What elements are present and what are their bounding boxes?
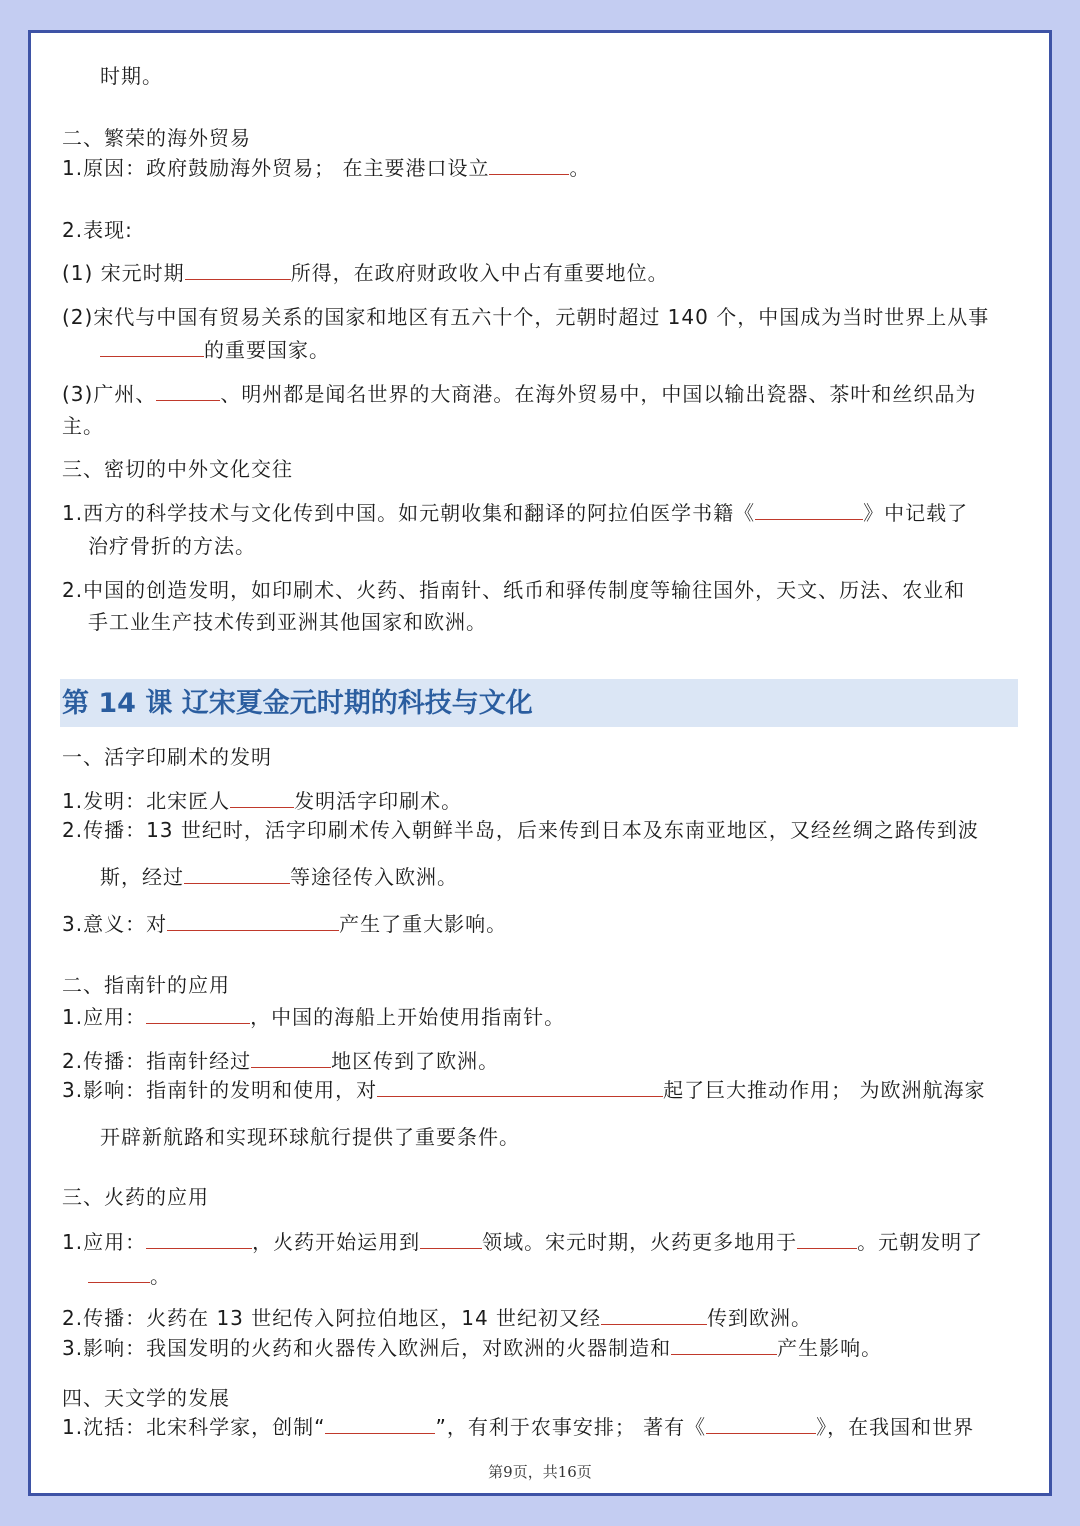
section-heading: 二、指南针的应用 (62, 973, 230, 997)
text-line: 2.传播：指南针经过 地区传到了欧洲。 (62, 1049, 500, 1073)
text-line: (3)广州、 、明州都是闻名世界的大商港。在海外贸易中，中国以输出瓷器、茶叶和丝织品为 (62, 382, 977, 406)
section-heading: 四、天文学的发展 (62, 1386, 230, 1410)
fill-blank[interactable] (420, 1228, 482, 1249)
text-line: 2.表现: (62, 218, 133, 242)
fill-blank[interactable] (100, 336, 204, 357)
fill-blank[interactable] (325, 1413, 435, 1434)
text-line: 的重要国家。 (100, 336, 330, 364)
text-line: 主。 (62, 414, 104, 438)
fill-blank[interactable] (797, 1228, 857, 1249)
text-line: 2.中国的创造发明，如印刷术、火药、指南针、纸币和驿传制度等输往国外，天文、历法、农业和 (62, 578, 966, 602)
fill-blank[interactable] (671, 1334, 777, 1355)
text-line: 手工业生产技术传到亚洲其他国家和欧洲。 (88, 610, 487, 634)
section-heading: 三、密切的中外文化交往 (62, 457, 293, 481)
text-line: 1.应用： ，中国的海船上开始使用指南针。 (62, 1005, 566, 1029)
text-line: 1.西方的科学技术与文化传到中国。如元朝收集和翻译的阿拉伯医学书籍《 》中记载了 (62, 501, 969, 525)
fill-blank[interactable] (377, 1076, 663, 1097)
fill-blank[interactable] (88, 1262, 150, 1283)
fill-blank[interactable] (489, 154, 569, 175)
text-line: 2.传播：13 世纪时，活字印刷术传入朝鲜半岛，后来传到日本及东南亚地区，又经丝绸之路传到波 (62, 818, 979, 842)
fill-blank[interactable] (185, 259, 291, 280)
fill-blank[interactable] (706, 1413, 816, 1434)
text-line: 3.影响：指南针的发明和使用，对 起了巨大推动作用； 为欧洲航海家 (62, 1078, 986, 1102)
fill-blank[interactable] (146, 1003, 250, 1024)
text-line: 1.原因：政府鼓励海外贸易； 在主要港口设立 。 (62, 156, 591, 180)
fill-blank[interactable] (601, 1304, 707, 1325)
text-line: 时期。 (100, 64, 163, 88)
text-line: 2.传播：火药在 13 世纪传入阿拉伯地区，14 世纪初又经 传到欧洲。 (62, 1306, 813, 1330)
fill-blank[interactable] (156, 380, 220, 401)
lesson-title: 第 14 课 辽宋夏金元时期的科技与文化 (62, 688, 533, 719)
fill-blank[interactable] (755, 499, 863, 520)
text-line: 斯，经过 等途径传入欧洲。 (100, 865, 458, 889)
text-line: 1.沈括：北宋科学家，创制“ ”，有利于农事安排； 著有《 》，在我国和世界 (62, 1415, 975, 1439)
page-number: 第9页，共16页 (488, 1463, 592, 1481)
section-heading: 三、火药的应用 (62, 1185, 209, 1209)
fill-blank[interactable] (230, 787, 294, 808)
text-line: 3.意义：对 产生了重大影响。 (62, 912, 508, 936)
text-line: 。 (88, 1262, 171, 1290)
text-line: 治疗骨折的方法。 (88, 534, 256, 558)
text-line: 开辟新航路和实现环球航行提供了重要条件。 (100, 1125, 520, 1149)
fill-blank[interactable] (184, 863, 290, 884)
fill-blank[interactable] (167, 910, 339, 931)
text-line: (2)宋代与中国有贸易关系的国家和地区有五六十个，元朝时超过 140 个，中国成为当时世界上从事 (62, 305, 990, 329)
section-heading: 二、繁荣的海外贸易 (62, 126, 251, 150)
text-line: 1.应用： ，火药开始运用到 领域。宋元时期，火药更多地用于 。元朝发明了 (62, 1230, 984, 1254)
text-line: 1.发明：北宋匠人 发明活字印刷术。 (62, 789, 463, 813)
fill-blank[interactable] (146, 1228, 252, 1249)
text-line: 3.影响：我国发明的火药和火器传入欧洲后，对欧洲的火器制造和 产生影响。 (62, 1336, 883, 1360)
fill-blank[interactable] (251, 1047, 331, 1068)
section-heading: 一、活字印刷术的发明 (62, 745, 272, 769)
text-line: (1) 宋元时期 所得，在政府财政收入中占有重要地位。 (62, 261, 669, 285)
